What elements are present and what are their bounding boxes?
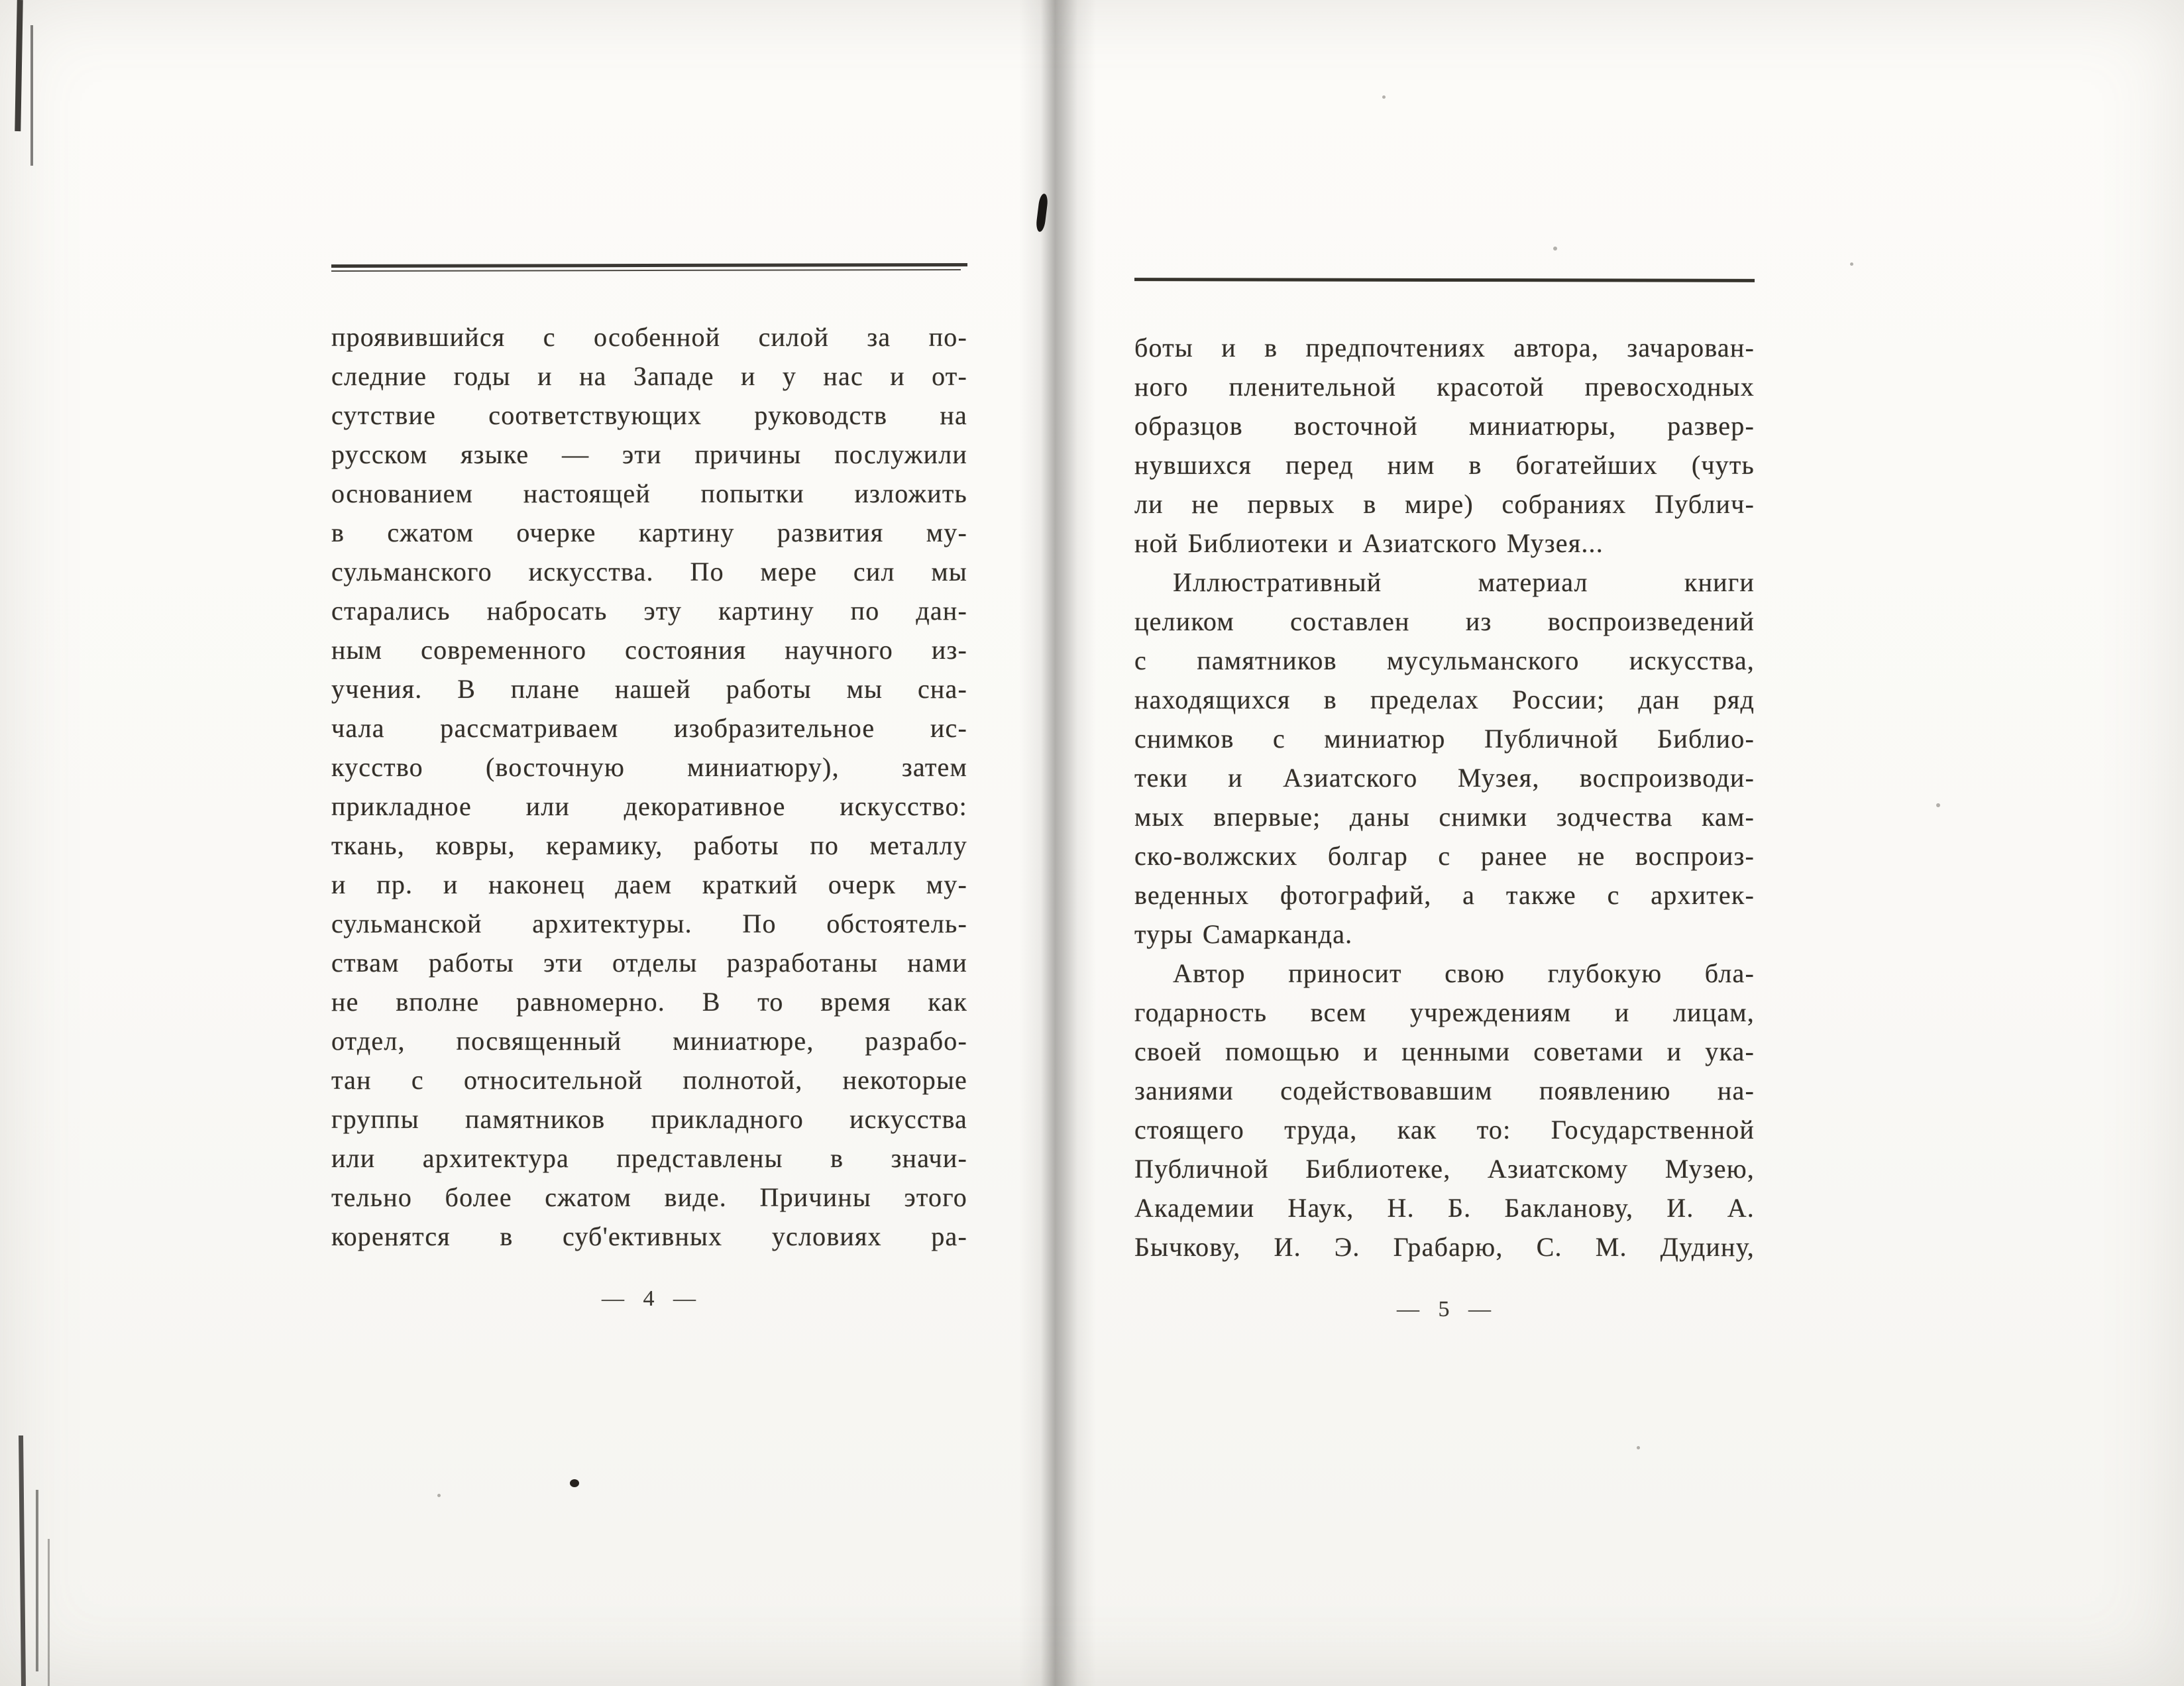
- text-line: прикладное или декоративное искусство:: [331, 791, 967, 821]
- text-line: Автор приносит свою глубокую бла-: [1173, 958, 1755, 988]
- text-line: целиком составлен из воспроизведений: [1134, 606, 1755, 636]
- text-line: ско-волжских болгар с ранее не воспроиз-: [1134, 841, 1755, 871]
- text-line: учения. В плане нашей работы мы сна-: [331, 674, 967, 704]
- text-line: мых впервые; даны снимки зодчества кам-: [1134, 802, 1755, 832]
- rule-line: [331, 263, 967, 268]
- text-line: ным современного состояния научного из-: [331, 635, 967, 665]
- text-line: с памятников мусульманского искусства,: [1134, 646, 1755, 675]
- rule-line: [331, 269, 961, 272]
- text-line: образцов восточной миниатюры, развер-: [1134, 411, 1755, 441]
- text-line: Бычкову, И. Э. Грабарю, С. М. Дудину,: [1134, 1232, 1755, 1262]
- text-line: отдел, посвященный миниатюре, разрабо-: [331, 1026, 967, 1056]
- text-line: основанием настоящей попытки изложить: [331, 478, 967, 508]
- text-line: Иллюстративный материал книги: [1173, 567, 1755, 597]
- text-line: веденных фотографий, а также с архитек-: [1134, 880, 1755, 910]
- text-line: группы памятников прикладного искусства: [331, 1104, 967, 1134]
- page-number: — 4 —: [602, 1286, 697, 1311]
- page-number: — 5 —: [1397, 1297, 1492, 1321]
- dust-speck: [437, 1494, 441, 1497]
- binding-mark: [15, 0, 23, 131]
- text-line: старались набросать эту картину по дан-: [331, 596, 967, 626]
- text-line: стоящего труда, как то: Государственной: [1134, 1115, 1755, 1145]
- text-line: кусство (восточную миниатюру), затем: [331, 752, 967, 782]
- text-line: сульманского искусства. По мере сил мы: [331, 557, 967, 587]
- text-line: своей помощью и ценными советами и ука-: [1134, 1037, 1755, 1066]
- text-line: ного пленительной красотой превосходных: [1134, 372, 1755, 402]
- binding-mark: [19, 1435, 26, 1686]
- text-line: находящихся в пределах России; дан ряд: [1134, 685, 1755, 714]
- text-line: нувшихся перед ним в богатейших (чуть: [1134, 450, 1755, 480]
- text-line: или архитектура представлены в значи-: [331, 1143, 967, 1173]
- text-line: следние годы и на Западе и у нас и от-: [331, 361, 967, 391]
- page-left: [331, 264, 967, 1312]
- top-rule: [331, 263, 967, 272]
- text-line: и пр. и наконец даем краткий очерк му-: [331, 870, 967, 899]
- binding-mark: [48, 1539, 50, 1686]
- page-gutter-shadow: [1019, 0, 1096, 1686]
- text-line: русском языке — эти причины послужили: [331, 439, 967, 469]
- dust-speck: [1850, 262, 1853, 266]
- text-line: боты и в предпочтениях автора, зачарован-: [1134, 333, 1755, 363]
- dust-speck: [1936, 803, 1940, 807]
- text-line: чала рассматриваем изобразительное ис-: [331, 713, 967, 743]
- ink-spot: [570, 1479, 579, 1487]
- page-text: [331, 317, 967, 1256]
- text-line: проявившийся с особенной силой за по-: [331, 322, 967, 352]
- page-text: [1134, 328, 1755, 1266]
- binding-mark: [36, 1490, 38, 1671]
- dust-speck: [1382, 95, 1386, 99]
- text-line: в сжатом очерке картину развития му-: [331, 518, 967, 547]
- text-line: сутствие соответствующих руководств на: [331, 400, 967, 430]
- text-line: сульманской архитектуры. По обстоятель-: [331, 909, 967, 938]
- text-line: коренятся в суб'ективных условиях ра-: [331, 1221, 967, 1251]
- dust-speck: [1637, 1446, 1640, 1449]
- text-line: ткань, ковры, керамику, работы по металлу: [331, 830, 967, 860]
- text-line: туры Самарканда.: [1134, 919, 1353, 949]
- text-line: ной Библиотеки и Азиатского Музея...: [1134, 528, 1604, 558]
- dust-speck: [1553, 247, 1557, 251]
- page-right: [1134, 278, 1755, 1322]
- text-line: теки и Азиатского Музея, воспроизводи-: [1134, 763, 1755, 793]
- text-line: Публичной Библиотеке, Азиатскому Музею,: [1134, 1154, 1755, 1184]
- text-line: заниями содействовавшим появлению на-: [1134, 1076, 1755, 1105]
- text-line: тельно более сжатом виде. Причины этого: [331, 1182, 967, 1212]
- binding-mark: [30, 25, 33, 166]
- text-line: ли не первых в мире) собраниях Публич-: [1134, 489, 1755, 519]
- text-line: годарность всем учреждениям и лицам,: [1134, 997, 1755, 1027]
- text-line: снимков с миниатюр Публичной Библио-: [1134, 724, 1755, 754]
- text-line: ствам работы эти отделы разработаны нами: [331, 948, 967, 978]
- text-line: не вполне равномерно. В то время как: [331, 987, 967, 1017]
- text-line: тан с относительной полнотой, некоторые: [331, 1065, 967, 1095]
- top-rule: [1134, 278, 1755, 282]
- text-line: Академии Наук, Н. Б. Бакланову, И. А.: [1134, 1193, 1755, 1223]
